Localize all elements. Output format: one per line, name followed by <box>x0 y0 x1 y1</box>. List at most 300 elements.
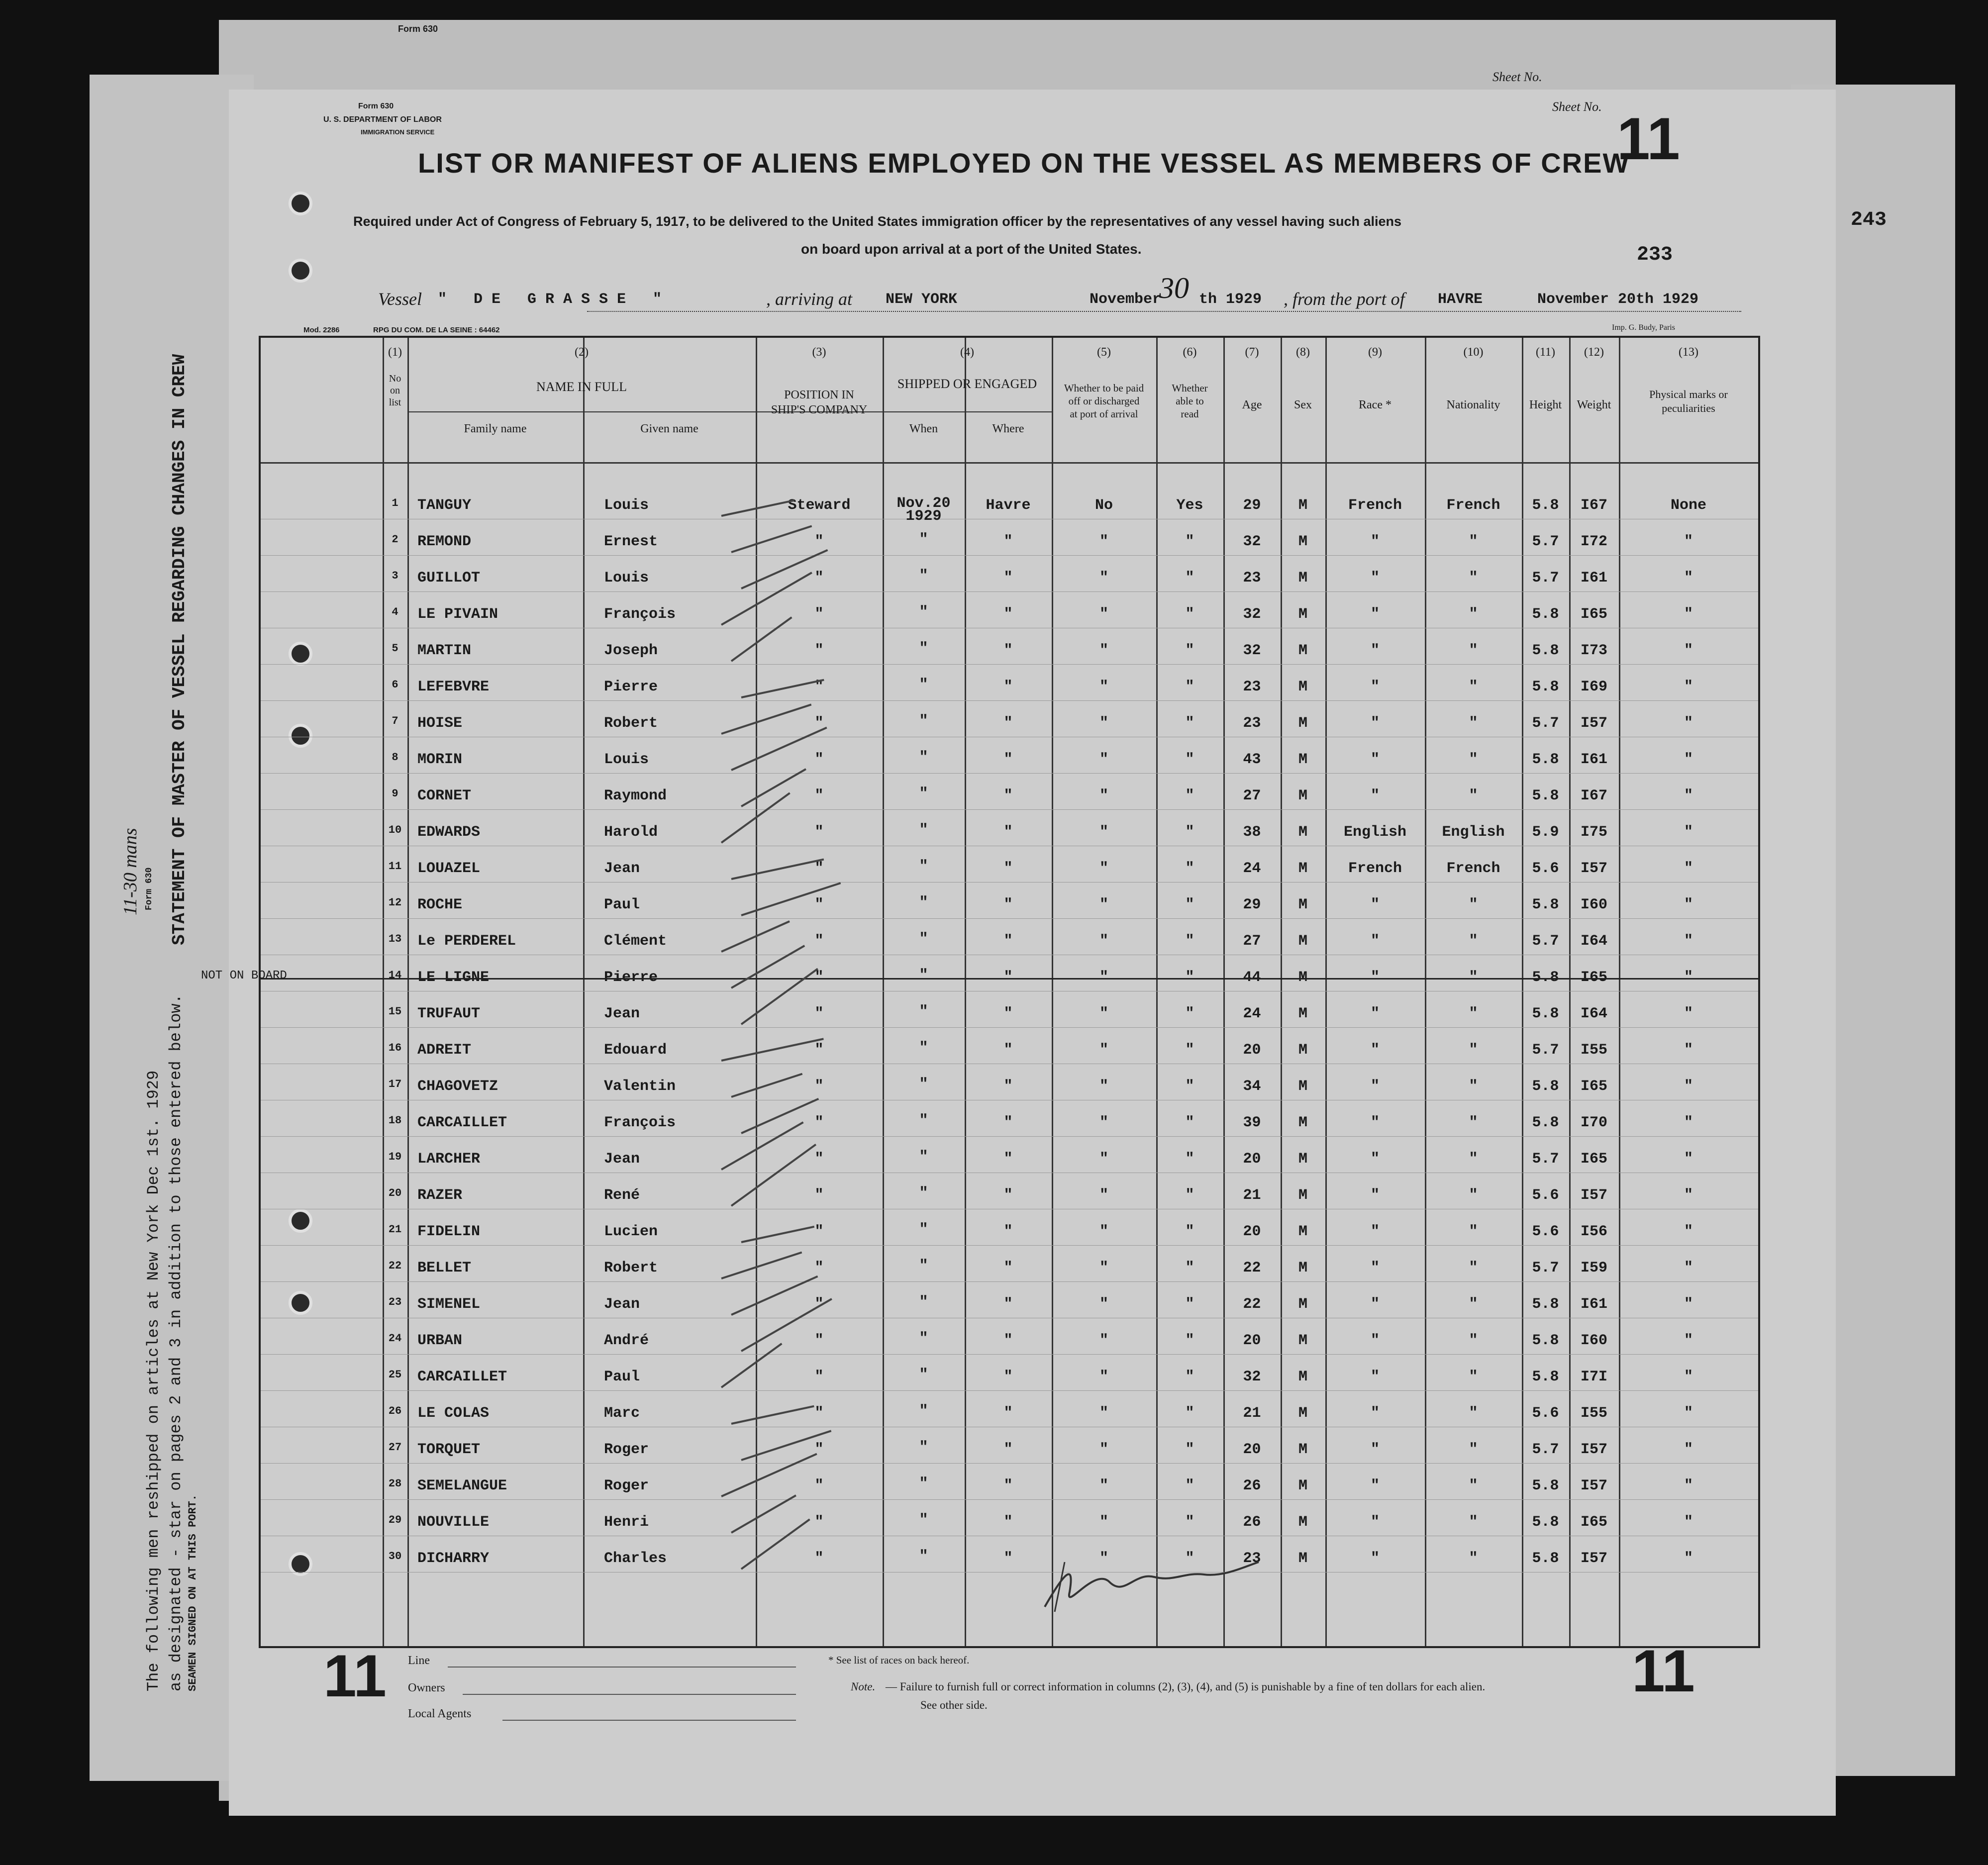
cell-height: 5.7 <box>1532 570 1559 587</box>
cell-age: 20 <box>1243 1042 1261 1059</box>
row-rule <box>261 1136 1758 1137</box>
cell-family: LE COLAS <box>417 1405 490 1422</box>
cell-given: François <box>604 606 676 623</box>
cell-no: 21 <box>388 1223 402 1236</box>
cell-marks: " <box>1684 1187 1693 1204</box>
cell-weight: I67 <box>1580 497 1607 514</box>
from-port: HAVRE <box>1438 291 1483 308</box>
cell-when: " <box>919 1003 928 1020</box>
note-label: Note. <box>851 1680 876 1693</box>
cell-where: " <box>1003 1078 1013 1095</box>
cell-sex: M <box>1298 933 1307 950</box>
cell-where: " <box>1003 533 1013 550</box>
cell-where: " <box>1003 1151 1013 1168</box>
cell-marks: " <box>1684 606 1693 623</box>
cell-no: 19 <box>388 1151 402 1163</box>
cell-paid: " <box>1099 1223 1108 1240</box>
cell-race: " <box>1370 642 1380 659</box>
cell-race: " <box>1370 1042 1380 1059</box>
col1-header: No on list <box>389 373 401 408</box>
cell-given: Ernest <box>604 533 658 550</box>
cell-family: LARCHER <box>417 1151 481 1168</box>
cell-when: " <box>919 858 928 875</box>
cell-marks: " <box>1684 1078 1693 1095</box>
cell-family: CARCAILLET <box>417 1114 507 1131</box>
stamp-233: 233 <box>1637 244 1673 266</box>
cell-race: " <box>1370 1260 1380 1276</box>
cell-read: " <box>1185 679 1194 695</box>
cell-when: " <box>919 1548 928 1565</box>
col2-num: (2) <box>575 346 589 359</box>
col6-header: Whether able to read <box>1172 382 1208 420</box>
cell-weight: I65 <box>1580 606 1607 623</box>
cell-height: 5.8 <box>1532 1514 1559 1531</box>
cell-given: Lucien <box>604 1223 658 1240</box>
cell-where: Havre <box>986 497 1031 514</box>
printer-imprint: Imp. G. Budy, Paris <box>1612 323 1675 332</box>
col1-num: (1) <box>388 346 402 359</box>
cell-position: " <box>814 679 824 695</box>
cell-family: ROCHE <box>417 896 463 913</box>
cell-marks: " <box>1684 1296 1693 1313</box>
col9-num: (9) <box>1368 346 1382 359</box>
cell-height: 5.8 <box>1532 1078 1559 1095</box>
cell-given: Roger <box>604 1441 649 1458</box>
cell-when: " <box>919 1221 928 1238</box>
cell-no: 30 <box>388 1550 402 1563</box>
cell-sex: M <box>1298 1514 1307 1531</box>
cell-read: Yes <box>1176 497 1203 514</box>
cell-no: 20 <box>388 1187 402 1199</box>
cell-paid: " <box>1099 606 1108 623</box>
cell-sex: M <box>1298 1260 1307 1276</box>
cell-weight: I55 <box>1580 1042 1607 1059</box>
cell-family: SEMELANGUE <box>417 1477 507 1494</box>
cell-where: " <box>1003 1114 1013 1131</box>
cell-race: " <box>1370 969 1380 986</box>
cell-given: Henri <box>604 1514 649 1531</box>
cell-read: " <box>1185 570 1194 587</box>
cell-where: " <box>1003 1223 1013 1240</box>
cell-given: André <box>604 1332 649 1349</box>
cell-race: " <box>1370 679 1380 695</box>
department: U. S. DEPARTMENT OF LABOR <box>323 115 442 124</box>
cell-sex: M <box>1298 751 1307 768</box>
arriving-label: , arriving at <box>766 289 853 309</box>
cell-given: René <box>604 1187 640 1204</box>
cell-where: " <box>1003 1477 1013 1494</box>
cell-given: Robert <box>604 1260 658 1276</box>
cell-race: " <box>1370 1151 1380 1168</box>
col4-num: (4) <box>960 346 974 359</box>
local-agents-label: Local Agents <box>408 1707 472 1720</box>
cell-age: 20 <box>1243 1151 1261 1168</box>
cell-age: 24 <box>1243 860 1261 877</box>
cell-position: " <box>814 1151 824 1168</box>
cell-weight: I57 <box>1580 1187 1607 1204</box>
row-rule <box>261 1245 1758 1246</box>
cell-no: 28 <box>388 1477 402 1490</box>
cell-family: TRUFAUT <box>417 1005 481 1022</box>
cell-age: 23 <box>1243 715 1261 732</box>
cell-read: " <box>1185 1332 1194 1349</box>
cell-sex: M <box>1298 1550 1307 1567</box>
cell-given: Raymond <box>604 787 667 804</box>
cell-given: Paul <box>604 1369 640 1385</box>
cell-position: " <box>814 1514 824 1531</box>
col10-header: Nationality <box>1446 398 1500 411</box>
cell-race: English <box>1343 824 1407 841</box>
cell-sex: M <box>1298 1187 1307 1204</box>
cell-where: " <box>1003 1405 1013 1422</box>
page-title: LIST OR MANIFEST OF ALIENS EMPLOYED ON THE VESSEL AS MEMBERS OF CREW <box>418 147 1630 179</box>
cell-marks: " <box>1684 642 1693 659</box>
side-line2: as designated - star on pages 2 and 3 in addition to those entered below. <box>167 994 185 1691</box>
cell-where: " <box>1003 1332 1013 1349</box>
back-form-label: Form 630 <box>398 24 438 34</box>
cell-no: 5 <box>392 642 398 655</box>
cell-when: " <box>919 568 928 585</box>
side-line3: SEAMEN SIGNED ON AT THIS PORT. <box>187 1494 199 1691</box>
cell-no: 9 <box>392 787 398 800</box>
cell-where: " <box>1003 1514 1013 1531</box>
cell-marks: " <box>1684 1369 1693 1385</box>
cell-family: CARCAILLET <box>417 1369 507 1385</box>
sheet-no-bottom-right: 11 <box>1632 1638 1695 1704</box>
cell-family: RAZER <box>417 1187 463 1204</box>
cell-sex: M <box>1298 1005 1307 1022</box>
cell-family: LE LIGNE <box>417 969 490 986</box>
sheet-no-label: Sheet No. <box>1552 99 1602 114</box>
cell-where: " <box>1003 751 1013 768</box>
cell-paid: " <box>1099 1042 1108 1059</box>
cell-race: " <box>1370 1223 1380 1240</box>
cell-height: 5.8 <box>1532 1550 1559 1567</box>
cell-weight: I65 <box>1580 1151 1607 1168</box>
col4-where-header: Where <box>992 422 1024 435</box>
cell-given: Robert <box>604 715 658 732</box>
cell-family: REMOND <box>417 533 472 550</box>
agents-underline <box>502 1720 796 1721</box>
cell-paid: " <box>1099 642 1108 659</box>
owners-label: Owners <box>408 1681 445 1694</box>
cell-weight: I65 <box>1580 969 1607 986</box>
cell-age: 20 <box>1243 1441 1261 1458</box>
cell-weight: I56 <box>1580 1223 1607 1240</box>
cell-position: " <box>814 824 824 841</box>
cell-position: " <box>814 1369 824 1385</box>
cell-position: " <box>814 1114 824 1131</box>
cell-position: " <box>814 570 824 587</box>
cell-race: " <box>1370 1441 1380 1458</box>
cell-weight: I64 <box>1580 933 1607 950</box>
cell-height: 5.8 <box>1532 969 1559 986</box>
cell-paid: " <box>1099 860 1108 877</box>
cell-nationality: " <box>1469 1114 1478 1131</box>
cell-sex: M <box>1298 679 1307 695</box>
requirement-line1: Required under Act of Congress of February 5, 1917, to be delivered to the United States immigration officer by the representatives of any vessel having such aliens <box>353 214 1402 229</box>
cell-position: " <box>814 1441 824 1458</box>
row-rule <box>261 1281 1758 1282</box>
side-line1: The following men reshipped on articles at New York Dec 1st. 1929 <box>144 1070 163 1691</box>
cell-nationality: " <box>1469 1296 1478 1313</box>
cell-age: 29 <box>1243 896 1261 913</box>
cell-nationality: " <box>1469 570 1478 587</box>
cell-paid: " <box>1099 1332 1108 1349</box>
cell-weight: I57 <box>1580 860 1607 877</box>
cell-paid: " <box>1099 1441 1108 1458</box>
cell-nationality: " <box>1469 1369 1478 1385</box>
col2-family-header: Family name <box>464 422 527 435</box>
cell-read: " <box>1185 1296 1194 1313</box>
cell-height: 5.8 <box>1532 1296 1559 1313</box>
cell-when: " <box>919 1040 928 1057</box>
cell-nationality: " <box>1469 679 1478 695</box>
cell-position: Steward <box>788 497 851 514</box>
row-rule <box>261 882 1758 883</box>
col8-header: Sex <box>1294 398 1312 411</box>
cell-paid: " <box>1099 1550 1108 1567</box>
cell-paid: " <box>1099 1114 1108 1131</box>
cell-family: ADREIT <box>417 1042 472 1059</box>
cell-paid: " <box>1099 824 1108 841</box>
cell-where: " <box>1003 642 1013 659</box>
cell-height: 5.8 <box>1532 751 1559 768</box>
cell-where: " <box>1003 1187 1013 1204</box>
cell-age: 32 <box>1243 642 1261 659</box>
crew-manifest-table <box>201 336 1760 1648</box>
cell-race: " <box>1370 787 1380 804</box>
cell-family: BELLET <box>417 1260 472 1276</box>
cell-age: 32 <box>1243 1369 1261 1385</box>
cell-paid: " <box>1099 570 1108 587</box>
cell-position: " <box>814 1550 824 1567</box>
cell-race: " <box>1370 1405 1380 1422</box>
cell-nationality: " <box>1469 1514 1478 1531</box>
cell-marks: " <box>1684 824 1693 841</box>
cell-no: 11 <box>388 860 402 873</box>
cell-nationality: French <box>1446 860 1500 877</box>
cell-marks: " <box>1684 1441 1693 1458</box>
cell-given: François <box>604 1114 676 1131</box>
cell-marks: " <box>1684 570 1693 587</box>
cell-race: French <box>1348 497 1402 514</box>
cell-family: HOISE <box>417 715 463 732</box>
handwritten-signature <box>1035 1552 1264 1617</box>
arrival-date-suffix: th 1929 <box>1199 291 1262 308</box>
cell-sex: M <box>1298 824 1307 841</box>
cell-read: " <box>1185 824 1194 841</box>
col5-header: Whether to be paid off or discharged at port of arrival <box>1064 382 1144 420</box>
cell-when: " <box>919 604 928 621</box>
cell-paid: " <box>1099 1187 1108 1204</box>
cell-weight: I61 <box>1580 751 1607 768</box>
cell-when: " <box>919 785 928 802</box>
cell-when: " <box>919 1294 928 1311</box>
cell-no: 1 <box>392 497 398 509</box>
side-handwritten: 11-30 mans <box>120 828 141 915</box>
cell-age: 23 <box>1243 679 1261 695</box>
cell-marks: " <box>1684 933 1693 950</box>
cell-when: " <box>919 1112 928 1129</box>
cell-given: Pierre <box>604 679 658 695</box>
cell-height: 5.8 <box>1532 1369 1559 1385</box>
cell-family: TORQUET <box>417 1441 481 1458</box>
cell-where: " <box>1003 860 1013 877</box>
cell-position: " <box>814 1332 824 1349</box>
cell-when: " <box>919 1258 928 1275</box>
cell-no: 24 <box>388 1332 402 1345</box>
cell-read: " <box>1185 606 1194 623</box>
cell-marks: " <box>1684 1260 1693 1276</box>
cell-age: 26 <box>1243 1477 1261 1494</box>
cell-read: " <box>1185 787 1194 804</box>
cell-where: " <box>1003 1042 1013 1059</box>
cell-read: " <box>1185 1042 1194 1059</box>
from-label: , from the port of <box>1284 289 1405 309</box>
cell-position: " <box>814 1477 824 1494</box>
cell-nationality: " <box>1469 787 1478 804</box>
cell-no: 13 <box>388 933 402 945</box>
cell-when: " <box>919 894 928 911</box>
cell-read: " <box>1185 860 1194 877</box>
cell-read: " <box>1185 969 1194 986</box>
cell-nationality: " <box>1469 533 1478 550</box>
cell-given: Edouard <box>604 1042 667 1059</box>
cell-where: " <box>1003 1005 1013 1022</box>
cell-when: " <box>919 931 928 948</box>
cell-race: " <box>1370 533 1380 550</box>
cell-marks: " <box>1684 1405 1693 1422</box>
cell-race: " <box>1370 751 1380 768</box>
cell-nationality: " <box>1469 933 1478 950</box>
cell-family: LE PIVAIN <box>417 606 498 623</box>
cell-position: " <box>814 533 824 550</box>
cell-height: 5.9 <box>1532 824 1559 841</box>
cell-nationality: " <box>1469 1332 1478 1349</box>
cell-age: 38 <box>1243 824 1261 841</box>
cell-position: " <box>814 1260 824 1276</box>
cell-no: 22 <box>388 1260 402 1272</box>
col2-given-header: Given name <box>640 422 698 435</box>
cell-position: " <box>814 1078 824 1095</box>
cell-no: 4 <box>392 606 398 618</box>
cell-family: CHAGOVETZ <box>417 1078 498 1095</box>
cell-where: " <box>1003 1369 1013 1385</box>
cell-nationality: " <box>1469 896 1478 913</box>
cell-weight: I75 <box>1580 824 1607 841</box>
cell-paid: " <box>1099 1078 1108 1095</box>
cell-position: " <box>814 1405 824 1422</box>
col13-header: Physical marks or peculiarities <box>1649 388 1728 414</box>
cell-read: " <box>1185 896 1194 913</box>
cell-where: " <box>1003 969 1013 986</box>
cell-marks: " <box>1684 1114 1693 1131</box>
cell-paid: " <box>1099 896 1108 913</box>
cell-where: " <box>1003 715 1013 732</box>
row-rule <box>261 664 1758 665</box>
cell-read: " <box>1185 642 1194 659</box>
cell-height: 5.8 <box>1532 1114 1559 1131</box>
cell-when: " <box>919 1439 928 1456</box>
cell-marks: " <box>1684 679 1693 695</box>
cell-nationality: English <box>1442 824 1505 841</box>
cell-height: 5.7 <box>1532 1260 1559 1276</box>
cell-no: 7 <box>392 715 398 727</box>
cell-height: 5.8 <box>1532 787 1559 804</box>
cell-sex: M <box>1298 570 1307 587</box>
cell-sex: M <box>1298 642 1307 659</box>
cell-age: 23 <box>1243 570 1261 587</box>
cell-marks: None <box>1670 497 1706 514</box>
cell-no: 17 <box>388 1078 402 1090</box>
cell-read: " <box>1185 1405 1194 1422</box>
cell-height: 5.7 <box>1532 715 1559 732</box>
col11-header: Height <box>1529 398 1562 411</box>
cell-sex: M <box>1298 1223 1307 1240</box>
cell-age: 22 <box>1243 1296 1261 1313</box>
cell-weight: I7I <box>1580 1369 1607 1385</box>
cell-race: " <box>1370 1296 1380 1313</box>
cell-no: 27 <box>388 1441 402 1454</box>
requirement-line2: on board upon arrival at a port of the United States. <box>801 241 1142 257</box>
cell-position: " <box>814 969 824 986</box>
cell-marks: " <box>1684 533 1693 550</box>
cell-marks: " <box>1684 969 1693 986</box>
cell-weight: I60 <box>1580 1332 1607 1349</box>
cell-weight: I65 <box>1580 1078 1607 1095</box>
col13-num: (13) <box>1679 346 1698 359</box>
cell-age: 39 <box>1243 1114 1261 1131</box>
cell-nationality: " <box>1469 751 1478 768</box>
cell-age: 43 <box>1243 751 1261 768</box>
cell-age: 24 <box>1243 1005 1261 1022</box>
cell-when: Nov.20 1929 <box>896 495 951 525</box>
cell-marks: " <box>1684 1005 1693 1022</box>
row-rule <box>261 1390 1758 1391</box>
cell-family: GUILLOT <box>417 570 481 587</box>
cell-family: TANGUY <box>417 497 472 514</box>
col7-num: (7) <box>1245 346 1259 359</box>
sheet-no: 11 <box>1617 105 1680 172</box>
cell-when: " <box>919 1475 928 1492</box>
punch-hole <box>289 259 312 283</box>
row-rule <box>261 1463 1758 1464</box>
cell-given: Marc <box>604 1405 640 1422</box>
cell-height: 5.8 <box>1532 606 1559 623</box>
cell-given: Jean <box>604 1296 640 1313</box>
see-other-side: See other side. <box>920 1699 988 1711</box>
cell-nationality: " <box>1469 1078 1478 1095</box>
cell-sex: M <box>1298 1405 1307 1422</box>
cell-family: URBAN <box>417 1332 463 1349</box>
cell-read: " <box>1185 1477 1194 1494</box>
vessel-label: Vessel <box>378 289 422 309</box>
cell-where: " <box>1003 1296 1013 1313</box>
cell-nationality: " <box>1469 1187 1478 1204</box>
cell-position: " <box>814 642 824 659</box>
cell-no: 3 <box>392 570 398 582</box>
cell-no: 12 <box>388 896 402 909</box>
cell-height: 5.8 <box>1532 497 1559 514</box>
cell-weight: I59 <box>1580 1260 1607 1276</box>
col9-header: Race * <box>1359 398 1392 411</box>
cell-given: Paul <box>604 896 640 913</box>
cell-age: 27 <box>1243 933 1261 950</box>
cell-weight: I72 <box>1580 533 1607 550</box>
cell-where: " <box>1003 570 1013 587</box>
cell-no: 10 <box>388 824 402 836</box>
